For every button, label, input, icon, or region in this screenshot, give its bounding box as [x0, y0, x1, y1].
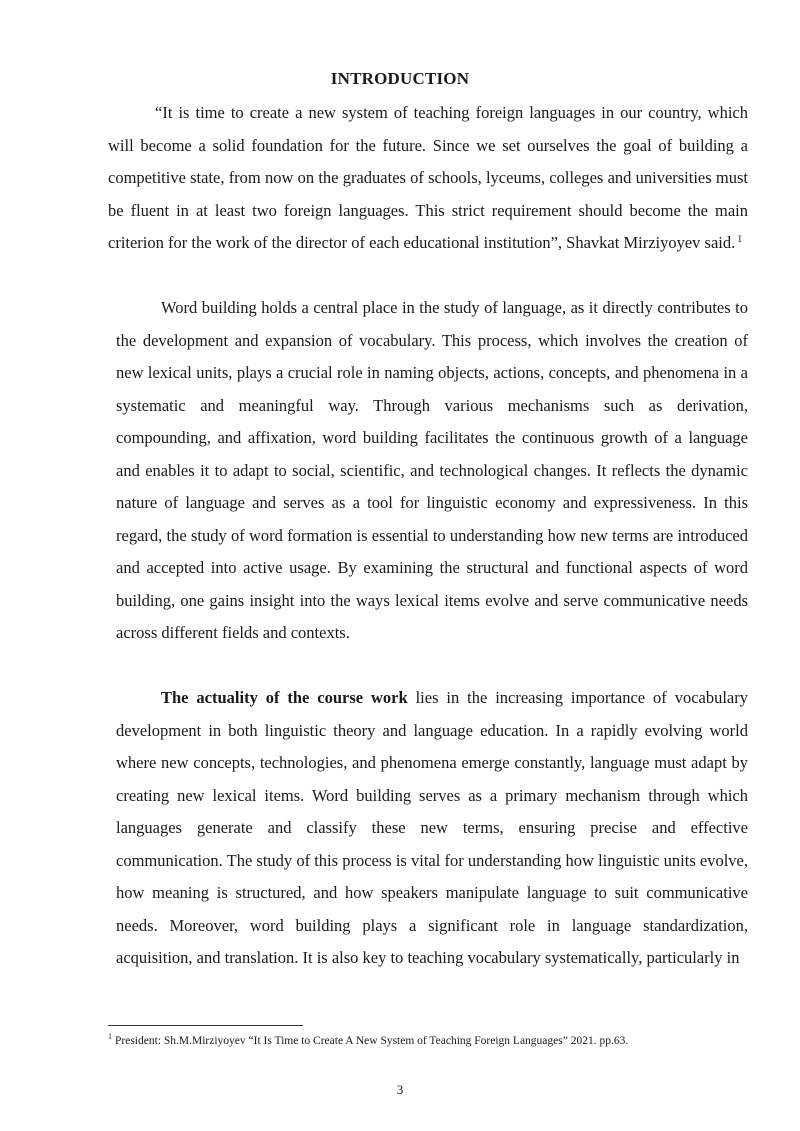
page-number: 3	[396, 1082, 404, 1097]
footnote-text: President: Sh.M.Mirziyoyev “It Is Time to Create A New System of Teaching Foreign Languages” 2021. pp.63.	[115, 1035, 629, 1047]
footnote-number: 1	[108, 1032, 112, 1042]
section-title: INTRODUCTION	[330, 69, 470, 88]
paragraph-quote	[108, 97, 748, 260]
paragraph-actuality	[116, 682, 748, 975]
paragraph-bold-lead: The actuality of the course work	[161, 688, 408, 707]
footnote	[108, 1033, 748, 1049]
paragraph-text: lies in the increasing importance of vocabulary development in both linguistic theory and language education. In a rapidly evolving world where new concepts, technologies, and phenomena emerge constantly, language must adapt by creating new lexical items. Word building serves as a primary mechanism through which languages generate and classify these new terms, ensuring precise and effective communication. The study of this process is vital for understanding how linguistic units evolve, how meaning is structured, and how speakers manipulate language to suit communicative needs. Moreover, word building plays a significant role in language standardization, acquisition, and translation. It is also key to teaching vocabulary systematically, particularly in	[116, 688, 748, 967]
paragraph-word-building: Word building holds a central place in the study of language, as it directly contributes to the development and expansion of vocabulary. This process, which involves the creation of new lexical units, plays a crucial role in naming objects, actions, concepts, and phenomena in a systematic and meaningful way. Through various mechanisms such as derivation, compounding, and affixation, word building facilitates the continuous growth of a language and enables it to adapt to social, scientific, and technological changes. It reflects the dynamic nature of language and serves as a tool for linguistic economy and expressiveness. In this regard, the study of word formation is essential to understanding how new terms are introduced and accepted into active usage. By examining the structural and functional aspects of word building, one gains insight into the ways lexical items evolve and serve communicative needs across different fields and contexts.	[116, 298, 748, 642]
paragraph-text: “It is time to create a new system of teaching foreign languages in our country, which will become a solid foundation for the future. Since we set ourselves the goal of building a competitive state, from now on the graduates of schools, lyceums, colleges and universities must be fluent in at least two foreign languages. This strict requirement should become the main criterion for the work of the director of each educational institution”, Shavkat Mirziyoyev said.	[108, 103, 748, 252]
footnote-separator	[108, 1025, 303, 1026]
footnote-reference[interactable]: 1	[737, 233, 743, 245]
